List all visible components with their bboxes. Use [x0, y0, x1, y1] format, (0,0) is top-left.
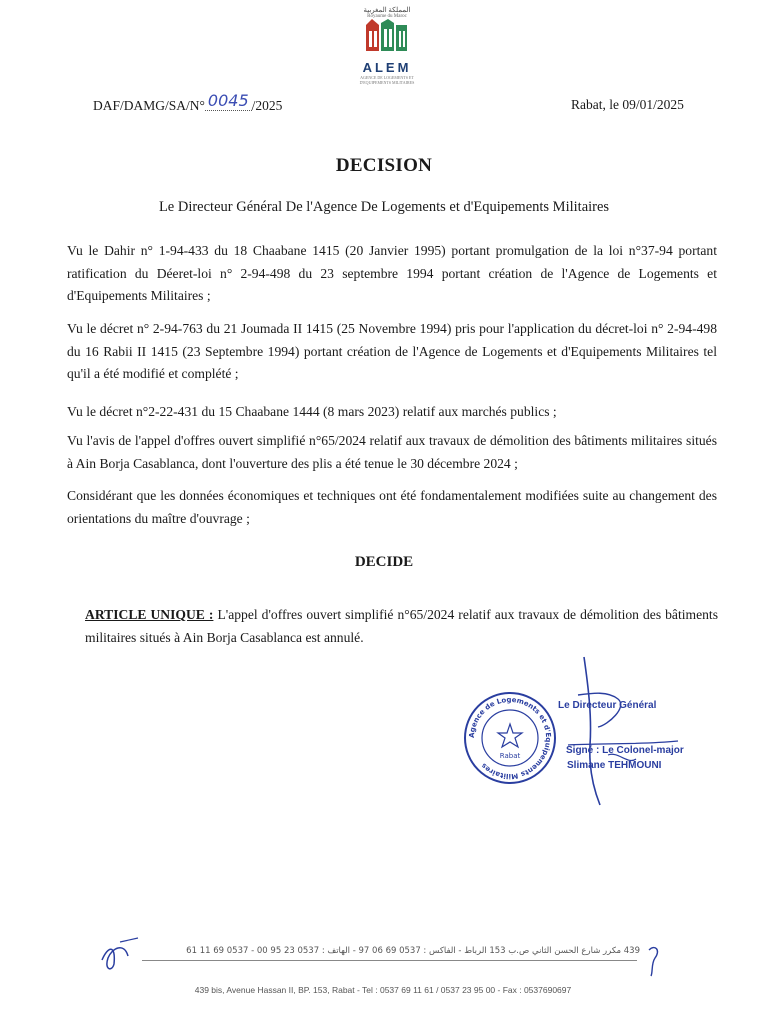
recital-decree-2023: Vu le décret n°2-22-431 du 15 Chaabane 1444 (8 mars 2023) relatif aux marchés publics ;: [67, 404, 557, 419]
agency-logo: [352, 6, 422, 92]
footer-address-arabic: 439 مكرر شارع الحسن الثاني ص.ب 153 الرباط - الفاكس : 0537 69 06 97 - الهاتف : 0537 23 95 00 - 0537 69 11 61: [186, 946, 640, 956]
footer-divider: [142, 960, 637, 961]
signatory-title: Le Directeur Général: [558, 700, 657, 711]
recital-decree-1994: Vu le décret n° 2-94-763 du 21 Joumada II 1415 (25 Novembre 1994) pris pour l'application du décret-loi n° 2-94-498 du 16 Rabii II 1415 (23 Septembre 1994) portant création de l'Agence de Logements et d'Equipements Militaires tel qu'il a été modifié et complété ;: [67, 321, 717, 381]
reference-line: [93, 91, 283, 115]
document-title: DECISION: [335, 155, 433, 176]
handwritten-signature-icon: [548, 655, 688, 815]
stamp-ring-text: Agence de Logements et d'Equipements Militaires: [467, 695, 553, 781]
footer-address-french: 439 bis, Avenue Hassan II, BP. 153, Rabat - Tel : 0537 69 11 61 / 0537 23 95 00 - Fax : 0537690697: [194, 985, 572, 995]
decide-heading: DECIDE: [354, 554, 414, 570]
reference-suffix: /2025: [251, 98, 283, 113]
article-label: ARTICLE UNIQUE :: [85, 607, 214, 622]
reference-prefix: DAF/DAMG/SA/N°: [93, 98, 205, 113]
recital-considering: Considérant que les données économiques et techniques ont été fondamentalement modifiées suite au changement des orientations du maître d'ouvrage ;: [67, 488, 717, 526]
reference-number: 0045: [205, 91, 252, 111]
svg-text:Agence de Logements et d'Equip: [468, 696, 552, 780]
kingdom-arabic-text: المملكة المغربية: [363, 6, 411, 14]
margin-mark-icon: [645, 944, 663, 978]
signatory-name: Slimane TEHMOUNI: [567, 760, 662, 771]
article-text: L'appel d'offres ouvert simplifié n°65/2024 relatif aux travaux de démolition des bâtiments militaires situés à Ain Borja Casablanca est annulé.: [85, 607, 718, 645]
official-stamp-icon: [462, 690, 558, 786]
kingdom-french-text: Royaume du Maroc: [367, 14, 407, 19]
article-unique: [85, 604, 718, 649]
recital-tender-notice: Vu l'avis de l'appel d'offres ouvert simplifié n°65/2024 relatif aux travaux de démolition des bâtiments militaires situés à Ain Borja Casablanca, dont l'ouverture des plis a été tenue le 30 décembre 2024 ;: [67, 433, 717, 471]
place-date: Rabat, le 09/01/2025: [571, 97, 684, 112]
initials-scribble-icon: [98, 936, 158, 976]
document-subtitle: Le Directeur Général De l'Agence De Logements et d'Equipements Militaires: [158, 199, 610, 215]
signatory-rank: Signé : Le Colonel-major: [566, 745, 684, 756]
logo-text: ALEM: [362, 60, 412, 75]
logo-subtitle: AGENCE DE LOGEMENTS ET D'EQUIPEMENTS MILITAIRES: [359, 75, 415, 85]
alem-emblem-icon: [352, 19, 422, 55]
recital-dahir: Vu le Dahir n° 1-94-433 du 18 Chaabane 1415 (20 Janvier 1995) portant promulgation de la loi n°37-94 portant ratification du Déeret-loi n° 2-94-498 du 23 septembre 1994 portant création de l'Agence de Logements et d'Equipements Militaires ;: [67, 243, 717, 303]
stamp-center-text: Rabat: [499, 752, 521, 760]
